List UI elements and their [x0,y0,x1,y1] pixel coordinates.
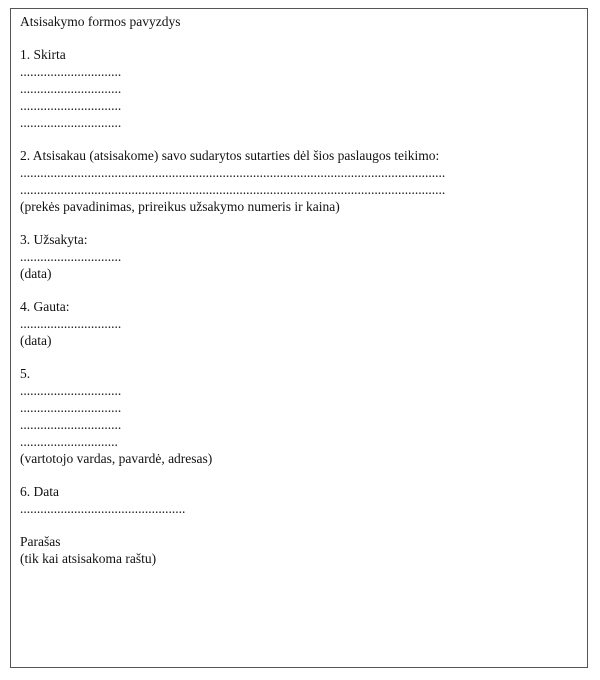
fill-line: ............................. [20,434,118,449]
section-6-label: 6. Data [20,484,59,499]
section-1-label: 1. Skirta [20,47,66,62]
fill-line: .............................. [20,316,122,331]
section-2-label: 2. Atsisakau (atsisakome) savo sudarytos sutarties dėl šios paslaugos teikimo: [20,148,440,163]
section-date [20,483,580,517]
signature-label: Parašas [20,534,61,549]
fill-line: .............................. [20,81,122,96]
withdrawal-form [20,13,580,567]
section-signature [20,533,580,567]
fill-line: .............................. [20,383,122,398]
fill-line: .............................. [20,400,122,415]
section-3-note: (data) [20,266,52,281]
signature-note: (tik kai atsisakoma raštu) [20,551,157,566]
fill-line: ................................................. [20,501,186,516]
section-5-label: 5. [20,366,31,381]
fill-line: .............................. [20,249,122,264]
fill-line: .............................................................................................................................. [20,165,446,180]
fill-line: .............................................................................................................................. [20,182,446,197]
section-consumer [20,365,580,467]
section-3-label: 3. Užsakyta: [20,232,88,247]
section-4-note: (data) [20,333,52,348]
section-5-note: (vartotojo vardas, pavardė, adresas) [20,451,213,466]
section-2-note: (prekės pavadinimas, prireikus užsakymo numeris ir kaina) [20,199,340,214]
section-4-label: 4. Gauta: [20,299,70,314]
fill-line: .............................. [20,115,122,130]
form-title: Atsisakymo formos pavyzdys [20,14,181,29]
fill-line: .............................. [20,98,122,113]
fill-line: .............................. [20,417,122,432]
fill-line: .............................. [20,64,122,79]
section-ordered [20,231,580,282]
section-addressee [20,46,580,131]
section-received [20,298,580,349]
section-withdrawal [20,147,580,215]
